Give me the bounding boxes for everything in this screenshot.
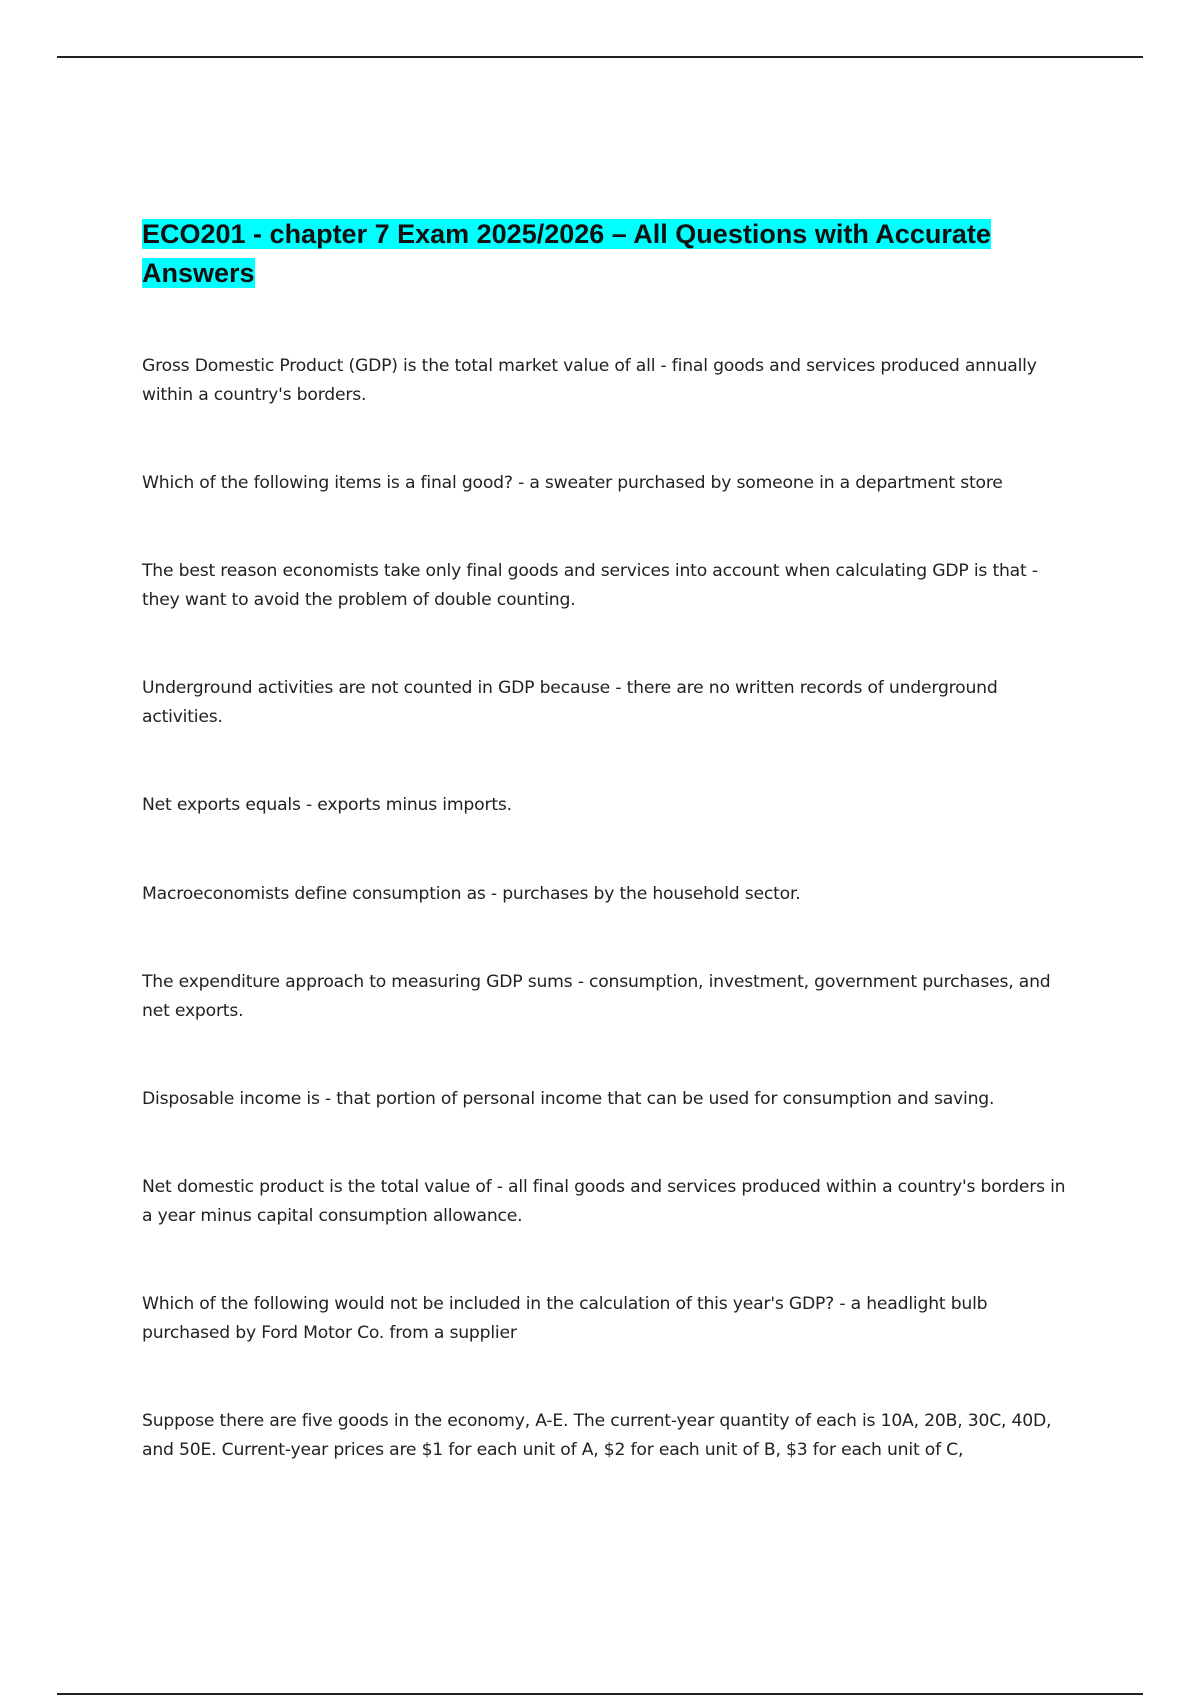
qa-item-gdp-definition: Gross Domestic Product (GDP) is the total market value of all - final goods and services produced annually within a country's borders. <box>142 356 1037 405</box>
qa-item-five-goods: Suppose there are five goods in the economy, A-E. The current-year quantity of each is 10A, 20B, 30C, 40D, and 50E. Current-year prices are $1 for each unit of A, $2 for each unit of B, $3 for each unit of C, <box>142 1411 1052 1460</box>
title-highlight: ECO201 - chapter 7 Exam 2025/2026 – All Questions with Accurate Answers <box>142 219 991 288</box>
qa-item-expenditure-approach: The expenditure approach to measuring GDP sums - consumption, investment, government purchases, and net exports. <box>142 972 1051 1021</box>
top-rule <box>57 56 1143 58</box>
qa-item-consumption: Macroeconomists define consumption as - purchases by the household sector. <box>142 884 801 904</box>
qa-item-net-exports: Net exports equals - exports minus imports. <box>142 795 512 815</box>
qa-item-underground-activities: Underground activities are not counted in GDP because - there are no written records of underground activities. <box>142 678 998 727</box>
qa-item-double-counting: The best reason economists take only final goods and services into account when calculating GDP is that - they want to avoid the problem of double counting. <box>142 561 1038 610</box>
qa-item-final-good: Which of the following items is a final good? - a sweater purchased by someone in a department store <box>142 473 1003 493</box>
qa-item-disposable-income: Disposable income is - that portion of personal income that can be used for consumption and saving. <box>142 1089 995 1109</box>
page-title <box>142 215 1082 293</box>
qa-item-net-domestic-product: Net domestic product is the total value of - all final goods and services produced within a country's borders in a year minus capital consumption allowance. <box>142 1177 1066 1226</box>
qa-item-not-in-gdp: Which of the following would not be included in the calculation of this year's GDP? - a headlight bulb purchased by Ford Motor Co. from a supplier <box>142 1294 988 1343</box>
bottom-rule <box>57 1693 1143 1695</box>
